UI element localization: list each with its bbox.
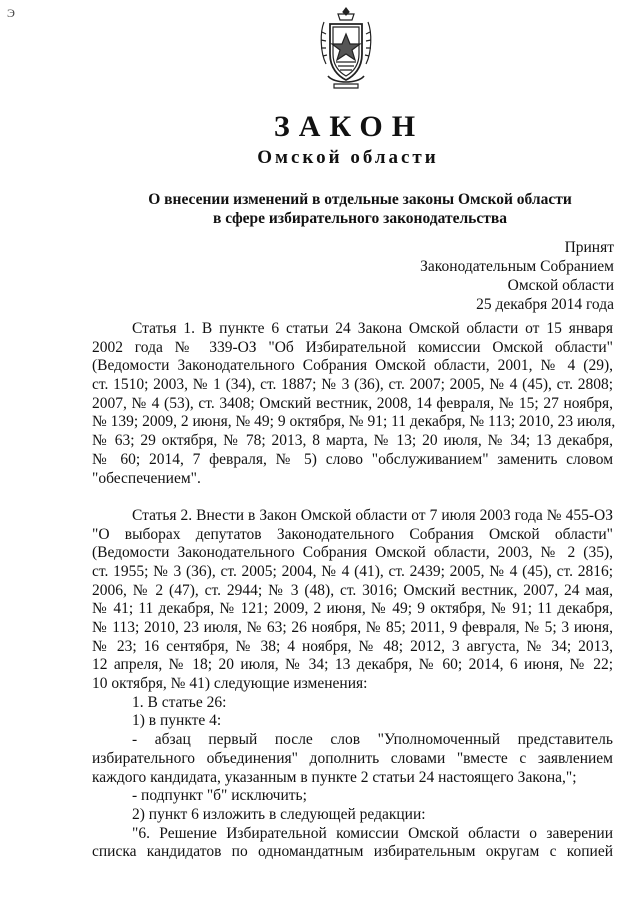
body-line: Статья 1. В пункте 6 статьи 24 Закона Омской области от 15 января <box>132 320 613 337</box>
body-line: № 139; 2009, 2 июня, № 49; 9 октября, № 91; 11 декабря, № 113; 2010, 23 июля, <box>92 413 616 431</box>
body-line: 1) в пункте 4: <box>132 712 222 730</box>
body-line: 2002 года № 339-ОЗ "Об Избирательной комиссии Омской области" <box>92 338 613 356</box>
body-line: 1. В статье 26: <box>132 693 227 711</box>
adoption-line: Омской области <box>507 277 614 294</box>
body-line: 2) пункт 6 изложить в следующей редакции: <box>132 805 426 823</box>
law-title: ЗАКОН <box>273 110 425 143</box>
body-line: - абзац первый после слов "Уполномоченный представитель <box>132 731 613 749</box>
adoption-line: Принят <box>564 239 614 256</box>
body-line: "обеспечением". <box>92 469 201 487</box>
body-line: № 23; 16 сентября, № 38; 4 ноября, № 48; 2012, 3 августа, № 34; 2013, <box>92 637 613 655</box>
paragraph-gap <box>92 488 613 507</box>
body-line: № 60; 2014, 7 февраля, № 5) слово "обслуживанием" заменить словом <box>92 450 613 468</box>
body-line: 10 октября, № 41) следующие изменения: <box>92 675 368 693</box>
body-line: № 63; 29 октября, № 78; 2013, 8 марта, № 13; 20 июля, № 34; 13 декабря, <box>92 432 613 450</box>
body-line: (Ведомости Законодательного Собрания Омской области, 2003, № 2 (35), <box>92 544 613 562</box>
body-line: 2007, № 4 (53), ст. 3408; Омский вестник, 2008, 14 февраля, № 15; 27 ноября, <box>92 394 613 412</box>
law-subject-line: в сфере избирательного законодательства <box>213 210 507 227</box>
adoption-block <box>420 238 614 314</box>
adoption-date: 25 декабря 2014 года <box>476 296 614 313</box>
law-subject <box>90 190 630 228</box>
body-line: "6. Решение Избирательной комиссии Омской области о заверении <box>132 824 613 842</box>
body-line: 12 апреля, № 18; 20 июля, № 34; 13 декабря, № 60; 2014, 6 июня, № 22; <box>92 656 613 674</box>
body-line: избирательного объединения" дополнить словами "вместе с заявлением <box>92 749 613 767</box>
body-line: - подпункт "б" исключить; <box>132 787 307 805</box>
body-line: Статья 2. Внести в Закон Омской области от 7 июля 2003 года № 455-ОЗ <box>132 506 613 524</box>
law-body <box>92 320 616 862</box>
body-line: № 41; 11 декабря, № 121; 2009, 2 июня, № 49; 9 октября, № 91; 11 декабря, <box>92 600 613 618</box>
body-line: каждого кандидата, указанным в пункте 2 статьи 24 настоящего Закона,"; <box>92 768 577 786</box>
law-region: Омской области <box>257 147 439 168</box>
body-line: списка кандидатов по одномандатным избирательным округам с копией <box>92 843 613 861</box>
body-line: ст. 1510; 2003, № 1 (34), ст. 1887; № 3 (36), ст. 2007; 2005, № 4 (45), ст. 2808; <box>92 376 613 394</box>
body-line: № 113; 2010, 23 июля, № 63; 26 ноября, № 85; 2011, 9 февраля, № 5; 3 июня, <box>92 619 613 636</box>
law-subject-line: О внесении изменений в отдельные законы Омской области <box>148 191 572 208</box>
page-mark: Э <box>7 6 15 20</box>
body-line: "О выборах депутатов Законодательного Собрания Омской области" <box>92 525 613 543</box>
coat-of-arms-icon <box>316 6 376 96</box>
body-line: (Ведомости Законодательного Собрания Омской области, 2001, № 4 (29), <box>92 357 613 375</box>
adoption-line: Законодательным Собранием <box>420 258 614 275</box>
body-line: ст. 1955; № 3 (36), ст. 2005; 2004, № 4 (41), ст. 2439; 2005, № 4 (45), ст. 2816; <box>92 562 613 580</box>
body-line: 2006, № 2 (47), ст. 2944; № 3 (48), ст. 3016; Омский вестник, 2007, 24 мая, <box>92 581 613 599</box>
